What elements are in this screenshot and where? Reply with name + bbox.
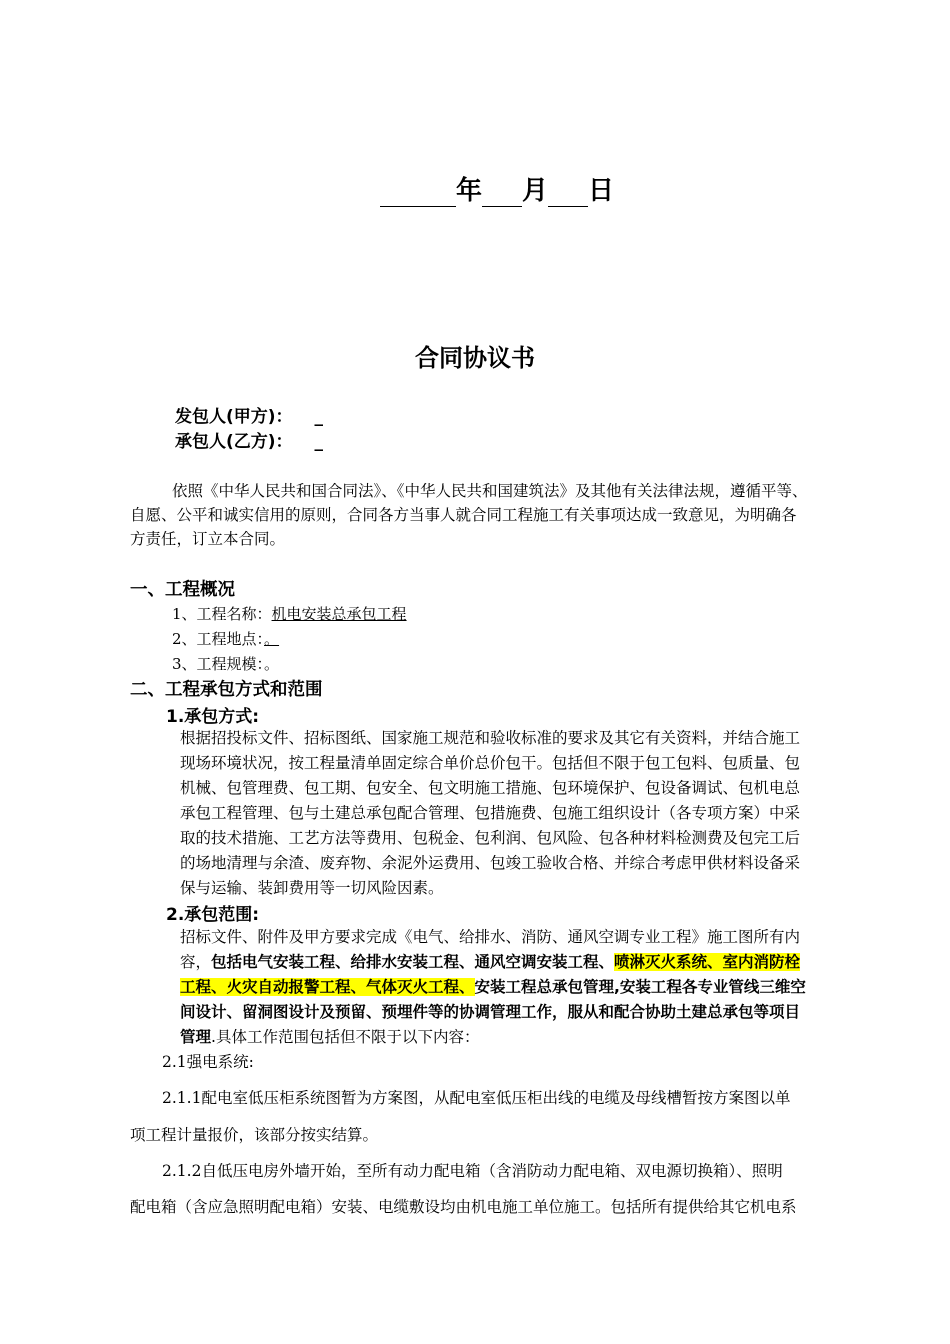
date-line bbox=[380, 170, 614, 207]
contract-mode-line-5: 取的技术措施、工艺方法等费用、包税金、包利润、包风险、包各种材料检测费及包完工后 bbox=[180, 829, 801, 847]
contractor-line bbox=[175, 427, 323, 452]
day-label: 日 bbox=[588, 176, 615, 206]
scope-line-5-rest: .具体工作范围包括但不限于以下内容： bbox=[211, 1028, 480, 1046]
scope-line-2 bbox=[180, 950, 800, 972]
employer-label: 发包人(甲方)： bbox=[175, 407, 293, 427]
contract-scope-heading: 2.承包范围: bbox=[166, 905, 260, 925]
scope-line-5-bold: 管理 bbox=[180, 1028, 212, 1046]
contract-mode-line-2: 现场环境状况，按工程量清单固定综合单价总价包干。包括但不限于包工包料、包质量、包 bbox=[180, 754, 801, 772]
project-site-value: 。 bbox=[264, 630, 280, 648]
clause-2-1-1-line-2: 项工程计量报价，该部分按实结算。 bbox=[130, 1126, 379, 1144]
contractor-label: 承包人(乙方)： bbox=[175, 432, 293, 452]
scope-line-3 bbox=[180, 975, 806, 997]
scope-line-5 bbox=[180, 1025, 479, 1047]
scope-line-4: 间设计、留洞图设计及预留、预埋件等的协调管理工作，服从和配合协助土建总承包等项目 bbox=[180, 1003, 801, 1021]
contract-mode-line-4: 承包工程管理、包与土建总承包配合管理、包措施费、包施工组织设计（各专项方案）中采 bbox=[180, 804, 801, 822]
year-label: 年 bbox=[456, 176, 483, 206]
scope-line-1: 招标文件、附件及甲方要求完成《电气、给排水、消防、通风空调专业工程》施工图所有内 bbox=[180, 928, 801, 946]
month-label: 月 bbox=[522, 176, 549, 206]
clause-2-1-2-line-1: 2.1.2自低压电房外墙开始，至所有动力配电箱（含消防动力配电箱、双电源切换箱）、照明 bbox=[162, 1162, 783, 1180]
employer-line bbox=[175, 402, 323, 427]
scope-line-2-highlight: 喷淋灭火系统、室内消防栓 bbox=[614, 953, 801, 971]
project-scale-label: 3、工程规模： bbox=[172, 655, 265, 673]
scope-line-3-bold: 安装工程总承包管理 bbox=[474, 978, 615, 996]
day-blank bbox=[548, 180, 588, 207]
scope-line-3-bold-2: ,安装工程各专业管线三维空 bbox=[614, 978, 806, 996]
project-name-label: 1、工程名称： bbox=[172, 605, 272, 623]
contract-mode-heading: 1.承包方式: bbox=[166, 707, 260, 727]
section-2-heading: 二、工程承包方式和范围 bbox=[130, 680, 323, 700]
contractor-value: _ bbox=[314, 432, 324, 452]
month-blank bbox=[482, 180, 522, 207]
intro-line-2: 自愿、公平和诚实信用的原则，合同各方当事人就合同工程施工有关事项达成一致意见，为明确各 bbox=[130, 506, 797, 524]
project-scale-value: 。 bbox=[264, 655, 280, 673]
contract-mode-line-3: 机械、包管理费、包工期、包安全、包文明施工措施、包环境保护、包设备调试、包机电总 bbox=[180, 779, 801, 797]
intro-line-1: 依照《中华人民共和国合同法》、《中华人民共和国建筑法》及其他有关法律法规，遵循平等、 bbox=[172, 482, 808, 500]
project-site-line bbox=[172, 628, 283, 649]
scope-line-2-a: 容， bbox=[180, 953, 212, 971]
clause-2-1-2-line-2: 配电箱（含应急照明配电箱）安装、电缆敷设均由机电施工单位施工。包括所有提供给其它机电系 bbox=[130, 1198, 797, 1216]
clause-2-1-1-line-1: 2.1.1配电室低压柜系统图暂为方案图，从配电室低压柜出线的电缆及母线槽暂按方案图以单 bbox=[162, 1089, 791, 1107]
document-title: 合同协议书 bbox=[415, 344, 535, 372]
scope-line-3-highlight: 工程、火灾自动报警工程、气体灭火工程、 bbox=[180, 978, 475, 996]
project-site-label: 2、工程地点： bbox=[172, 630, 265, 648]
employer-value: _ bbox=[314, 407, 324, 427]
subsection-2-1: 2.1强电系统: bbox=[162, 1053, 254, 1071]
section-1-heading: 一、工程概况 bbox=[130, 580, 235, 600]
project-name-value: 机电安装总承包工程 bbox=[271, 605, 407, 623]
year-blank bbox=[380, 180, 456, 207]
contract-mode-line-7: 保与运输、装卸费用等一切风险因素。 bbox=[180, 879, 444, 897]
project-name-line bbox=[172, 603, 425, 624]
contract-mode-line-6: 的场地清理与余渣、废弃物、余泥外运费用、包竣工验收合格、并综合考虑甲供材料设备采 bbox=[180, 854, 801, 872]
intro-line-3: 方责任，订立本合同。 bbox=[130, 530, 286, 548]
scope-line-2-bold: 包括电气安装工程、给排水安装工程、通风空调安装工程、 bbox=[211, 953, 615, 971]
project-scale-line bbox=[172, 653, 279, 674]
contract-mode-line-1: 根据招投标文件、招标图纸、国家施工规范和验收标准的要求及其它有关资料，并结合施工 bbox=[180, 729, 801, 747]
